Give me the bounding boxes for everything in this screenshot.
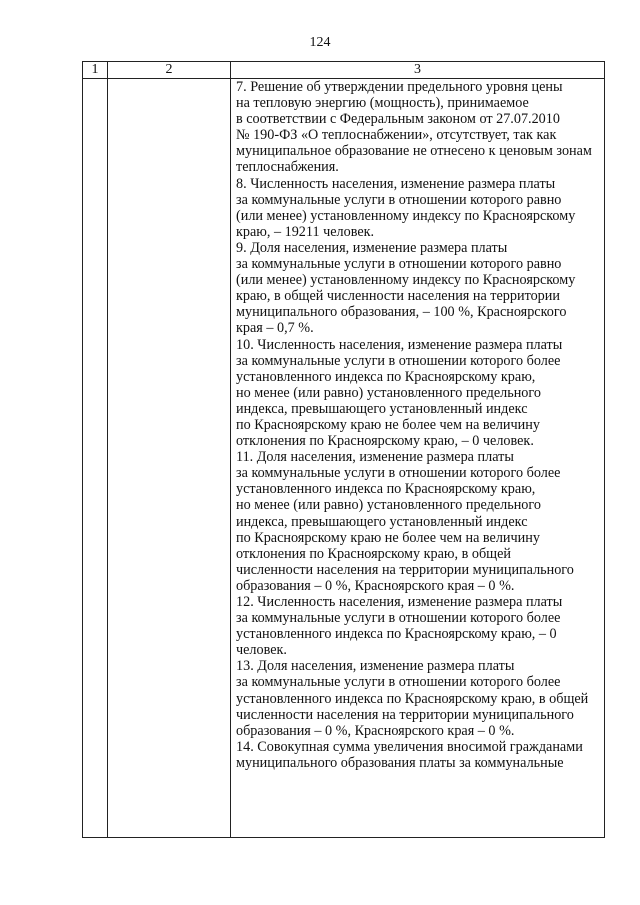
cell-col-3-text	[236, 79, 604, 771]
text-line: муниципального образования, – 100 %, Красноярского	[236, 304, 567, 321]
text-line: образования – 0 %, Красноярского края – 0 %.	[236, 577, 515, 594]
text-line: 12. Численность населения, изменение размера платы	[236, 594, 563, 610]
text-line: установленного индекса по Красноярскому краю, – 0	[236, 626, 557, 643]
text-line: № 190-ФЗ «О теплоснабжении», отсутствует, так как	[236, 127, 557, 144]
text-line: образования – 0 %, Красноярского края – 0 %.	[236, 722, 515, 739]
text-line: 13. Доля населения, изменение размера платы	[236, 658, 515, 675]
text-line: но менее (или равно) установленного предельного	[236, 497, 541, 514]
text-line: 7. Решение об утверждении предельного уровня цены	[236, 79, 563, 95]
text-line: за коммунальные услуги в отношении которого более	[236, 610, 561, 627]
text-line: на тепловую энергию (мощность), принимаемое	[236, 95, 529, 112]
text-line: отклонения по Красноярскому краю, – 0 человек.	[236, 433, 534, 450]
text-line: края – 0,7 %.	[236, 320, 314, 337]
cell-col-2	[108, 79, 231, 838]
text-line: но менее (или равно) установленного предельного	[236, 384, 541, 401]
cell-col-1	[83, 79, 108, 838]
text-line: по Красноярскому краю не более чем на величину	[236, 529, 540, 546]
text-line: 9. Доля населения, изменение размера платы	[236, 239, 508, 256]
text-line: за коммунальные услуги в отношении которого более	[236, 465, 561, 482]
cell-col-3	[231, 79, 605, 838]
text-line: по Красноярскому краю не более чем на величину	[236, 416, 540, 433]
text-line: установленного индекса по Красноярскому краю,	[236, 481, 536, 498]
text-line: человек.	[236, 642, 287, 659]
text-line: 14. Совокупная сумма увеличения вносимой гражданами	[236, 738, 583, 755]
text-line: 8. Численность населения, изменение размера платы	[236, 175, 556, 192]
text-line: теплоснабжения.	[236, 159, 339, 176]
text-line: за коммунальные услуги в отношении которого более	[236, 352, 561, 369]
text-line: 10. Численность населения, изменение размера платы	[236, 336, 563, 353]
text-line: за коммунальные услуги в отношении которого более	[236, 674, 561, 691]
header-col-3: 3	[231, 62, 605, 79]
text-line: краю, – 19211 человек.	[236, 223, 375, 240]
text-line: индекса, превышающего установленный индекс	[236, 513, 528, 530]
text-line: краю, в общей численности населения на территории	[236, 288, 560, 305]
text-line: численности населения на территории муниципального	[236, 706, 574, 723]
text-line: муниципальное образование не отнесено к ценовым зонам	[236, 143, 592, 160]
text-line: за коммунальные услуги в отношении которого равно	[236, 256, 562, 273]
text-line: (или менее) установленному индексу по Красноярскому	[236, 207, 576, 224]
text-line: установленного индекса по Красноярскому краю, в общей	[236, 690, 589, 707]
text-line: за коммунальные услуги в отношении которого равно	[236, 191, 562, 208]
text-line: численности населения на территории муниципального	[236, 561, 574, 578]
header-col-1: 1	[83, 62, 108, 79]
table-body-row	[83, 79, 605, 838]
header-col-2: 2	[108, 62, 231, 79]
text-line: 11. Доля населения, изменение размера платы	[236, 449, 514, 466]
text-line: в соответствии с Федеральным законом от 27.07.2010	[236, 111, 560, 128]
text-line: отклонения по Красноярскому краю, в общей	[236, 545, 511, 562]
text-line: индекса, превышающего установленный индекс	[236, 400, 528, 417]
page-number: 124	[309, 35, 331, 50]
text-line: (или менее) установленному индексу по Красноярскому	[236, 272, 576, 289]
text-line: муниципального образования платы за коммунальные	[236, 754, 564, 771]
text-line: установленного индекса по Красноярскому краю,	[236, 368, 536, 385]
table-header-row	[83, 62, 605, 79]
document-table	[82, 61, 605, 838]
